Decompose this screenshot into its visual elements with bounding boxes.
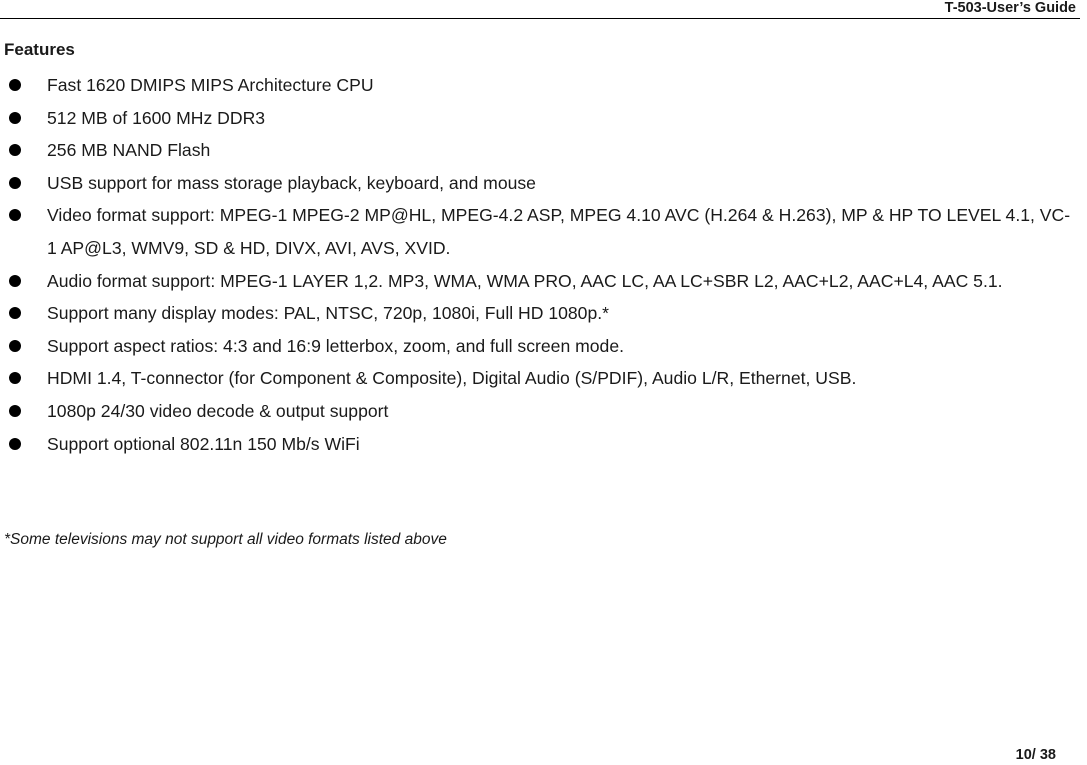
section-title: Features — [4, 40, 75, 59]
bullet-icon — [9, 372, 21, 384]
feature-text: Support optional 802.11n 150 Mb/s WiFi — [47, 433, 360, 454]
bullet-icon — [9, 79, 21, 91]
bullet-icon — [9, 307, 21, 319]
feature-item — [0, 428, 1077, 461]
bullet-icon — [9, 340, 21, 352]
feature-item — [0, 362, 1077, 395]
running-header — [0, 0, 1080, 19]
bullet-icon — [9, 144, 21, 156]
footnote: *Some televisions may not support all video formats listed above — [4, 531, 447, 548]
feature-text: Fast 1620 DMIPS MIPS Architecture CPU — [47, 75, 374, 95]
feature-item — [0, 167, 1077, 200]
feature-text: 256 MB NAND Flash — [47, 140, 211, 161]
page-number: 10/ 38 — [1015, 747, 1056, 763]
feature-text: 1080p 24/30 video decode & output support — [47, 400, 389, 421]
feature-item — [0, 265, 1077, 298]
feature-text: Support aspect ratios: 4:3 and 16:9 letterbox, zoom, and full screen mode. — [47, 335, 625, 356]
feature-text: Video format support: MPEG-1 MPEG-2 MP@HL, MPEG-4.2 ASP, MPEG 4.10 AVC (H.264 & H.263), MP & HP TO LEVEL 4.1, VC-1 AP@L3, WMV9, SD & HD, DIVX, AVI, AVS, XVID. — [47, 205, 1071, 258]
bullet-icon — [9, 112, 21, 124]
feature-text: Support many display modes: PAL, NTSC, 720p, 1080i, Full HD 1080p.* — [47, 303, 609, 324]
document-title: T-503-User’s Guide — [944, 0, 1076, 16]
feature-item — [0, 330, 1077, 363]
feature-text: Audio format support: MPEG-1 LAYER 1,2. MP3, WMA, WMA PRO, AAC LC, AA LC+SBR L2, AAC+L2, AAC+L4, AAC 5.1. — [47, 270, 1003, 291]
bullet-icon — [9, 177, 21, 189]
feature-text: HDMI 1.4, T-connector (for Component & Composite), Digital Audio (S/PDIF), Audio L/R, Ethernet, USB. — [47, 368, 857, 389]
feature-item — [0, 395, 1077, 428]
feature-text: 512 MB of 1600 MHz DDR3 — [47, 107, 266, 128]
feature-list — [0, 69, 1087, 460]
feature-item — [0, 69, 1077, 102]
feature-item — [0, 199, 1077, 264]
feature-item — [0, 134, 1077, 167]
feature-item — [0, 297, 1077, 330]
bullet-icon — [9, 209, 21, 221]
bullet-icon — [9, 438, 21, 450]
feature-item — [0, 102, 1077, 135]
feature-text: USB support for mass storage playback, keyboard, and mouse — [47, 172, 536, 193]
bullet-icon — [9, 275, 21, 287]
bullet-icon — [9, 405, 21, 417]
